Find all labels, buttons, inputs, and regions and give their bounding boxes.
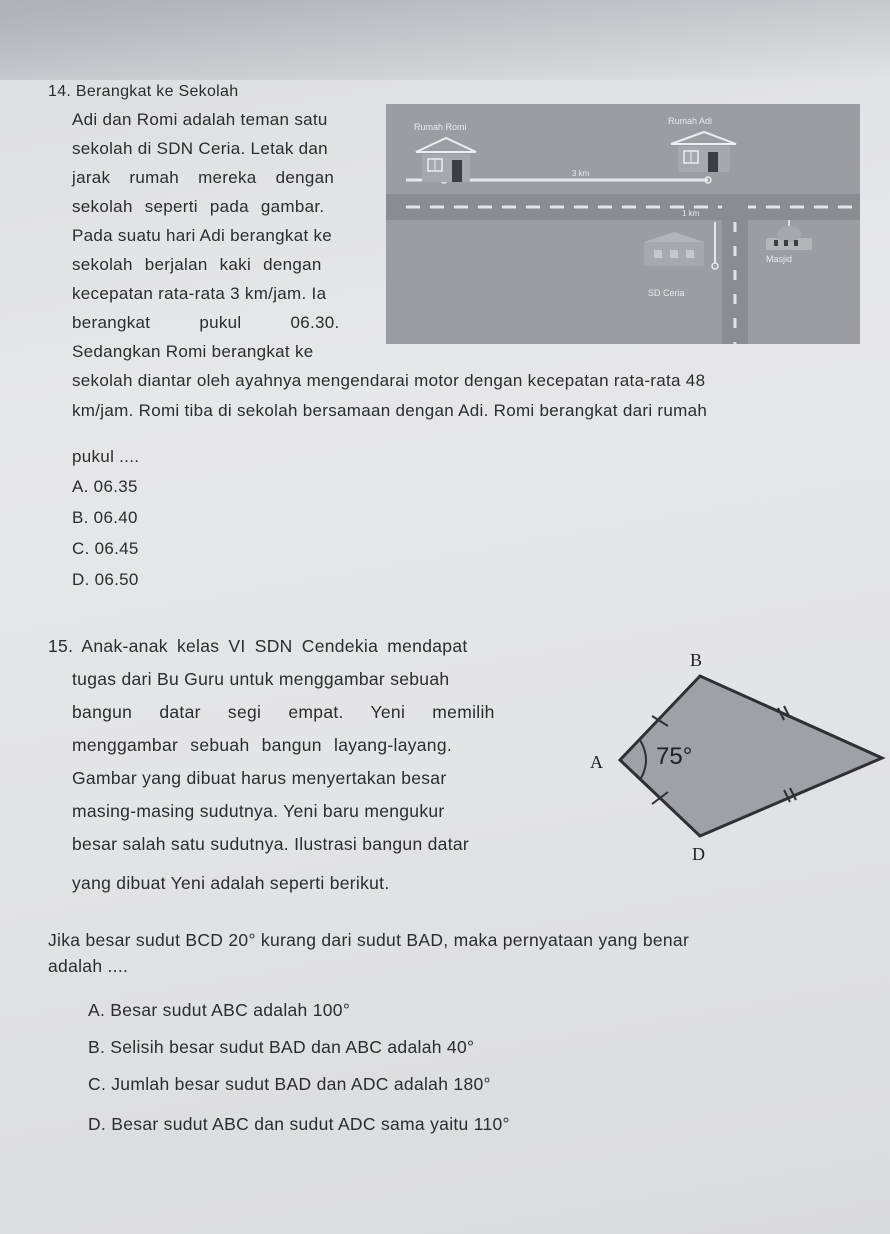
label-school: SD Ceria: [648, 288, 685, 298]
q14-option-c[interactable]: C. 06.45: [72, 539, 139, 558]
q14-line-7: kecepatan rata-rata 3 km/jam. Ia: [72, 284, 327, 303]
q15-option-b[interactable]: B. Selisih besar sudut BAD dan ABC adalah 40°: [88, 1037, 475, 1057]
q14-full-line-3: pukul ....: [72, 447, 140, 466]
q15-option-c[interactable]: C. Jumlah besar sudut BAD dan ADC adalah 180°: [88, 1074, 491, 1094]
label-house-romi: Rumah Romi: [414, 122, 467, 132]
q14-full-line-2: km/jam. Romi tiba di sekolah bersamaan dengan Adi. Romi berangkat dari rumah: [72, 401, 708, 420]
q15-question-line-1: Jika besar sudut BCD 20° kurang dari sudut BAD, maka pernyataan yang benar: [48, 930, 690, 950]
q15-line-1: 15. Anak-anak kelas VI SDN Cendekia mendapat: [48, 636, 468, 656]
vertex-a-label: A: [590, 752, 603, 772]
angle-a-label: 75°: [656, 743, 693, 770]
q15-line-8: yang dibuat Yeni adalah seperti berikut.: [72, 873, 390, 893]
q14-line-9: Sedangkan Romi berangkat ke: [72, 342, 314, 361]
q14-line-8: berangkat pukul 06.30.: [72, 313, 340, 332]
q14-line-3: jarak rumah mereka dengan: [72, 168, 335, 187]
q14-line-2: sekolah di SDN Ceria. Letak dan: [72, 139, 328, 158]
q15-line-7: besar salah satu sudutnya. Ilustrasi bangun datar: [72, 834, 470, 854]
q14-line-5: Pada suatu hari Adi berangkat ke: [72, 226, 333, 245]
q15-option-a[interactable]: A. Besar sudut ABC adalah 100°: [88, 1000, 351, 1020]
q14-option-d[interactable]: D. 06.50: [72, 570, 139, 589]
q14-title: 14. Berangkat ke Sekolah: [48, 83, 239, 100]
route-map: [386, 104, 860, 344]
page-shadow: [0, 0, 890, 80]
q14-line-1: Adi dan Romi adalah teman satu: [72, 110, 328, 129]
kite-figure: [560, 640, 890, 870]
q15-option-d[interactable]: D. Besar sudut ABC dan sudut ADC sama yaitu 110°: [88, 1114, 510, 1134]
label-mosque: Masjid: [766, 254, 793, 264]
label-house-adi: Rumah Adi: [668, 116, 713, 126]
q14-line-6: sekolah berjalan kaki dengan: [72, 255, 322, 274]
q14-option-a[interactable]: A. 06.35: [72, 477, 138, 496]
label-distance-1km: 1 km: [682, 209, 700, 218]
q15-question-line-2: adalah ....: [48, 956, 129, 976]
q14-line-4: sekolah seperti pada gambar.: [72, 197, 325, 216]
vertex-b-label: B: [690, 650, 703, 670]
q15-line-6: masing-masing sudutnya. Yeni baru mengukur: [72, 801, 445, 821]
q15-line-5: Gambar yang dibuat harus menyertakan besar: [72, 768, 447, 788]
q14-option-b[interactable]: B. 06.40: [72, 508, 138, 527]
q15-line-4: menggambar sebuah bangun layang-layang.: [72, 735, 453, 755]
q14-full-line-1: sekolah diantar oleh ayahnya mengendarai motor dengan kecepatan rata-rata 48: [72, 371, 706, 390]
q15-line-2: tugas dari Bu Guru untuk menggambar sebuah: [72, 669, 450, 689]
q15-line-3: bangun datar segi empat. Yeni memilih: [72, 702, 495, 722]
vertex-d-label: D: [692, 844, 705, 864]
label-distance-3km: 3 km: [572, 169, 590, 178]
